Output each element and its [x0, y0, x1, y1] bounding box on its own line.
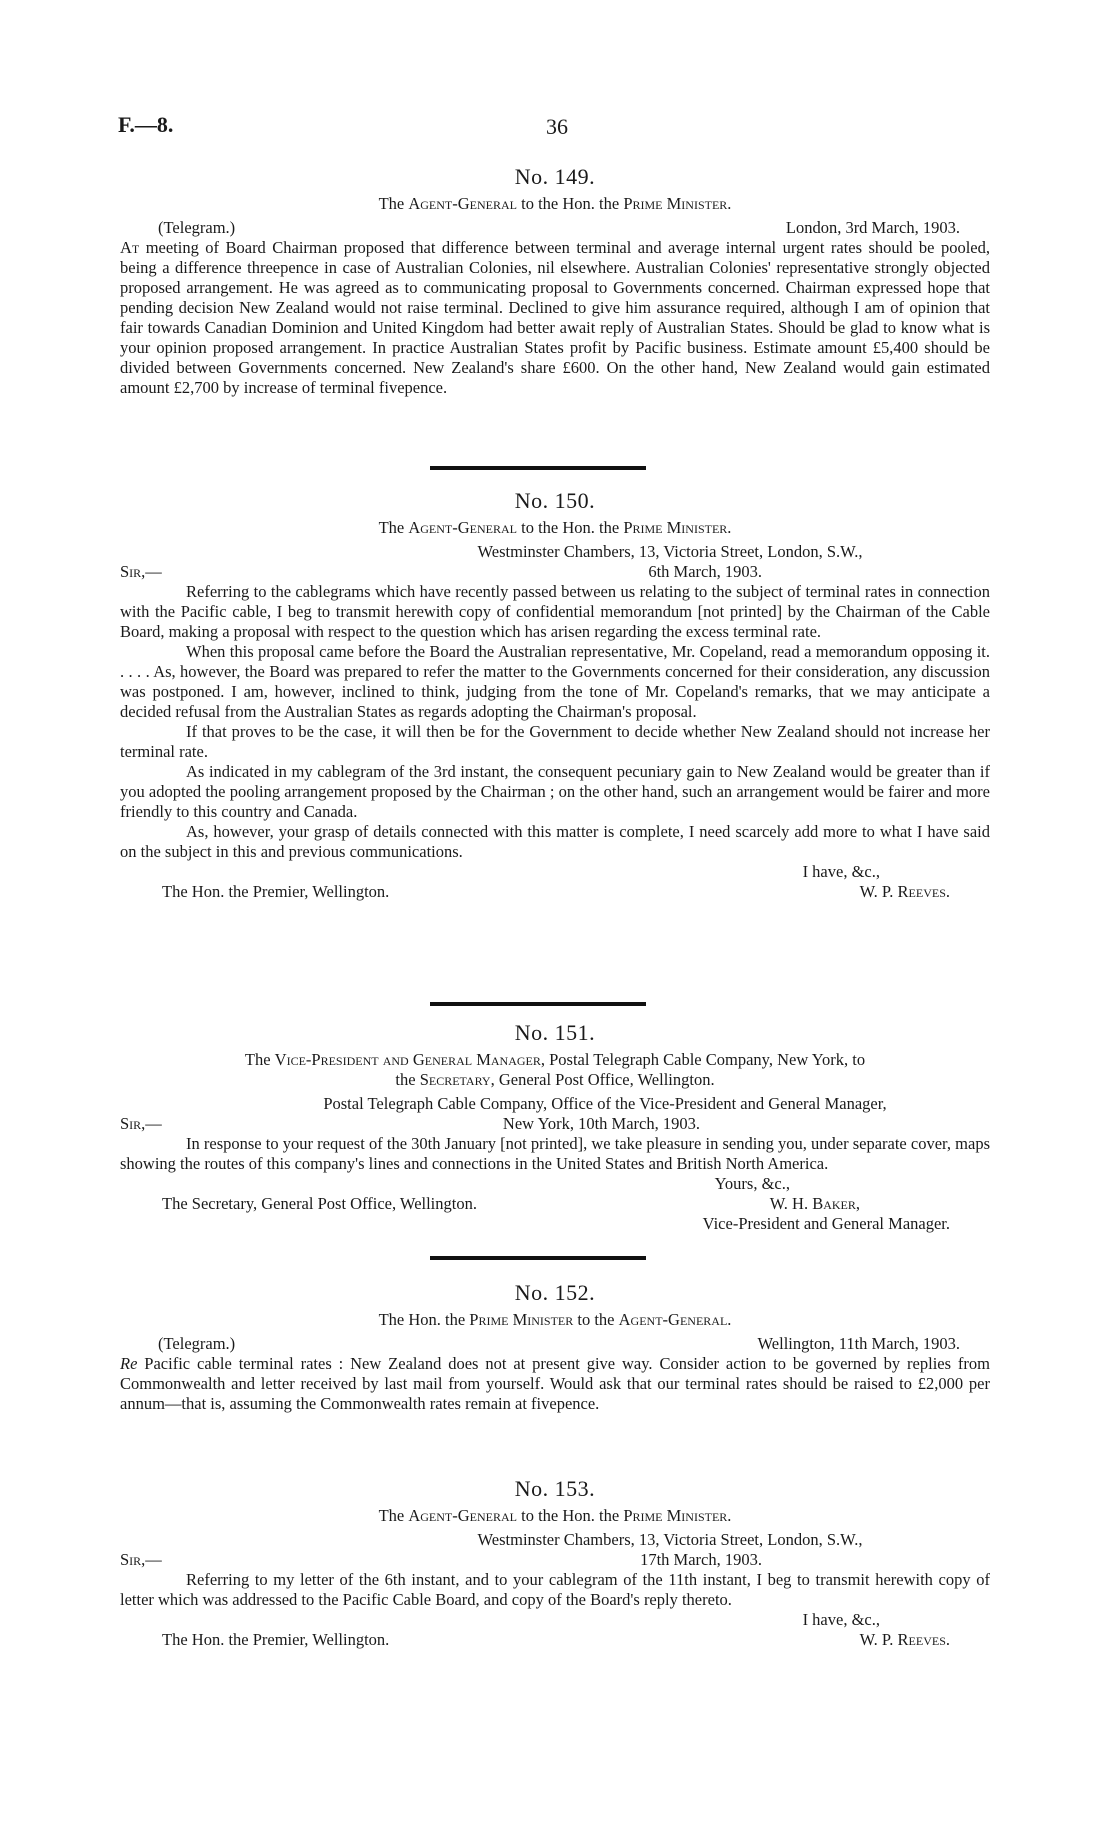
salutation-row: [120, 1550, 990, 1570]
addressee: The Secretary, General Post Office, Wellington.: [162, 1194, 477, 1213]
telegram-body: At meeting of Board Chairman proposed that difference between terminal and average internal urgent rates should be pooled, being a difference threepence in case of Australian Colonies, nil elsewhere. Australian Colonies' representative strongly objected proposed arrangement. He was agreed as to communicating proposal to Governments concerned. Chairman expressed hope that pending decision New Zealand would not raise terminal. Declined to give him assurance required, although I am of opinion that fair towards Canadian Dominion and United Kingdom had better await reply of Australian States. Should be glad to know what is your opinion proposed arrangement. In practice Australian States profit by Pacific business. Estimate amount £5,400 should be divided between Governments concerned. New Zealand's share £600. On the other hand, New Zealand would gain estimated amount £2,700 by increase of terminal fivepence.: [120, 238, 990, 397]
section-number: No. 149.: [514, 164, 596, 189]
closing: I have, &c.,: [802, 1610, 880, 1629]
paragraph: In response to your request of the 30th January [not printed], we take pleasure in sending you, under separate cover, maps showing the routes of this company's lines and connections in the United States and British North America.: [120, 1134, 990, 1173]
telegram-label: (Telegram.): [158, 218, 236, 237]
letter-date: New York, 10th March, 1903.: [502, 1114, 700, 1133]
section-divider: [430, 466, 646, 470]
letter-date: 6th March, 1903.: [648, 562, 762, 581]
addressee: The Hon. the Premier, Wellington.: [162, 1630, 390, 1649]
section-150: [120, 488, 990, 902]
section-title: The Agent-General to the Hon. the Prime Minister.: [378, 194, 732, 213]
closing: I have, &c.,: [802, 862, 880, 881]
sender-address: Postal Telegraph Cable Company, Office of the Vice-President and General Manager,: [323, 1094, 887, 1113]
closing: Yours, &c.,: [714, 1174, 790, 1193]
section-title: The Hon. the Prime Minister to the Agent-General.: [378, 1310, 732, 1329]
section-title: The Agent-General to the Hon. the Prime Minister.: [378, 518, 732, 537]
section-number: No. 153.: [514, 1476, 596, 1501]
section-divider: [430, 1002, 646, 1006]
section-151: [120, 1020, 990, 1234]
section-divider: [430, 1256, 646, 1260]
page-number: 36: [546, 114, 568, 139]
section-153: [120, 1476, 990, 1650]
section-number: No. 151.: [514, 1020, 596, 1045]
place-date: Wellington, 11th March, 1903.: [757, 1334, 960, 1353]
salutation-row: [120, 562, 990, 582]
paragraph: Referring to the cablegrams which have recently passed between us relating to the subject of terminal rates in connection with the Pacific cable, I beg to transmit herewith copy of confidential memorandum [not printed] by the Chairman of the Cable Board, making a proposal with respect to the question which has arisen regarding the excess terminal rate.: [120, 582, 990, 641]
signature: W. P. Reeves.: [859, 1630, 950, 1649]
paragraph: Referring to my letter of the 6th instant, and to your cablegram of the 11th instant, I beg to transmit herewith copy of letter which was addressed to the Pacific Cable Board, and copy of the Board's reply thereto.: [120, 1570, 990, 1609]
telegram-header: [120, 1334, 990, 1354]
salutation: Sir,—: [120, 562, 162, 581]
series-code: F.—8.: [118, 112, 174, 137]
closing-row: [120, 1610, 990, 1630]
section-number: No. 152.: [514, 1280, 596, 1305]
telegram-label: (Telegram.): [158, 1334, 236, 1353]
section-title: The Agent-General to the Hon. the Prime Minister.: [378, 1506, 732, 1525]
signature-title-row: [120, 1214, 990, 1234]
signature-title: Vice-President and General Manager.: [702, 1214, 950, 1233]
section-149: [120, 164, 990, 398]
signature-row: [120, 1630, 990, 1650]
section-title-line2: the Secretary, General Post Office, Wellington.: [395, 1070, 715, 1089]
paragraph: As, however, your grasp of details connected with this matter is complete, I need scarcely add more to what I have said on the subject in this and previous communications.: [120, 822, 990, 861]
sender-address: Westminster Chambers, 13, Victoria Street, London, S.W.,: [477, 1530, 863, 1549]
closing-row: [120, 1174, 990, 1194]
addressee: The Hon. the Premier, Wellington.: [162, 882, 390, 901]
paragraph: When this proposal came before the Board the Australian representative, Mr. Copeland, read a memorandum opposing it. . . . . As, however, the Board was prepared to refer the matter to the Governments concerned for their consideration, any discussion was postponed. I am, however, inclined to think, judging from the tone of Mr. Copeland's remarks, that we may anticipate a decided refusal from the Australian States as regards adopting the Chairman's proposal.: [120, 642, 990, 721]
salutation-row: [120, 1114, 990, 1134]
signature-row: [120, 882, 990, 902]
salutation: Sir,—: [120, 1114, 162, 1133]
section-title: The Vice-President and General Manager, Postal Telegraph Cable Company, New York, to: [244, 1050, 866, 1069]
signature: W. H. Baker,: [769, 1194, 860, 1213]
closing-row: [120, 862, 990, 882]
telegram-body: Re Pacific cable terminal rates : New Zealand does not at present give way. Consider action to be governed by replies from Commonwealth and letter received by last mail from yourself. Would ask that our terminal rates should be raised to £2,000 per annum—that is, assuming the Commonwealth rates remain at fivepence.: [120, 1354, 990, 1413]
section-number: No. 150.: [514, 488, 596, 513]
paragraph: As indicated in my cablegram of the 3rd instant, the consequent pecuniary gain to New Zealand would be greater than if you adopted the pooling arrangement proposed by the Chairman ; on the other hand, such an arrangement would be fairer and more friendly to this country and Canada.: [120, 762, 990, 821]
salutation: Sir,—: [120, 1550, 162, 1569]
signature-row: [120, 1194, 990, 1214]
place-date: London, 3rd March, 1903.: [785, 218, 960, 237]
paragraph: If that proves to be the case, it will then be for the Government to decide whether New Zealand should not increase her terminal rate.: [120, 722, 990, 761]
signature: W. P. Reeves.: [859, 882, 950, 901]
sender-address: Westminster Chambers, 13, Victoria Street, London, S.W.,: [477, 542, 863, 561]
section-152: [120, 1280, 990, 1414]
letter-date: 17th March, 1903.: [640, 1550, 762, 1569]
telegram-header: [120, 218, 990, 238]
